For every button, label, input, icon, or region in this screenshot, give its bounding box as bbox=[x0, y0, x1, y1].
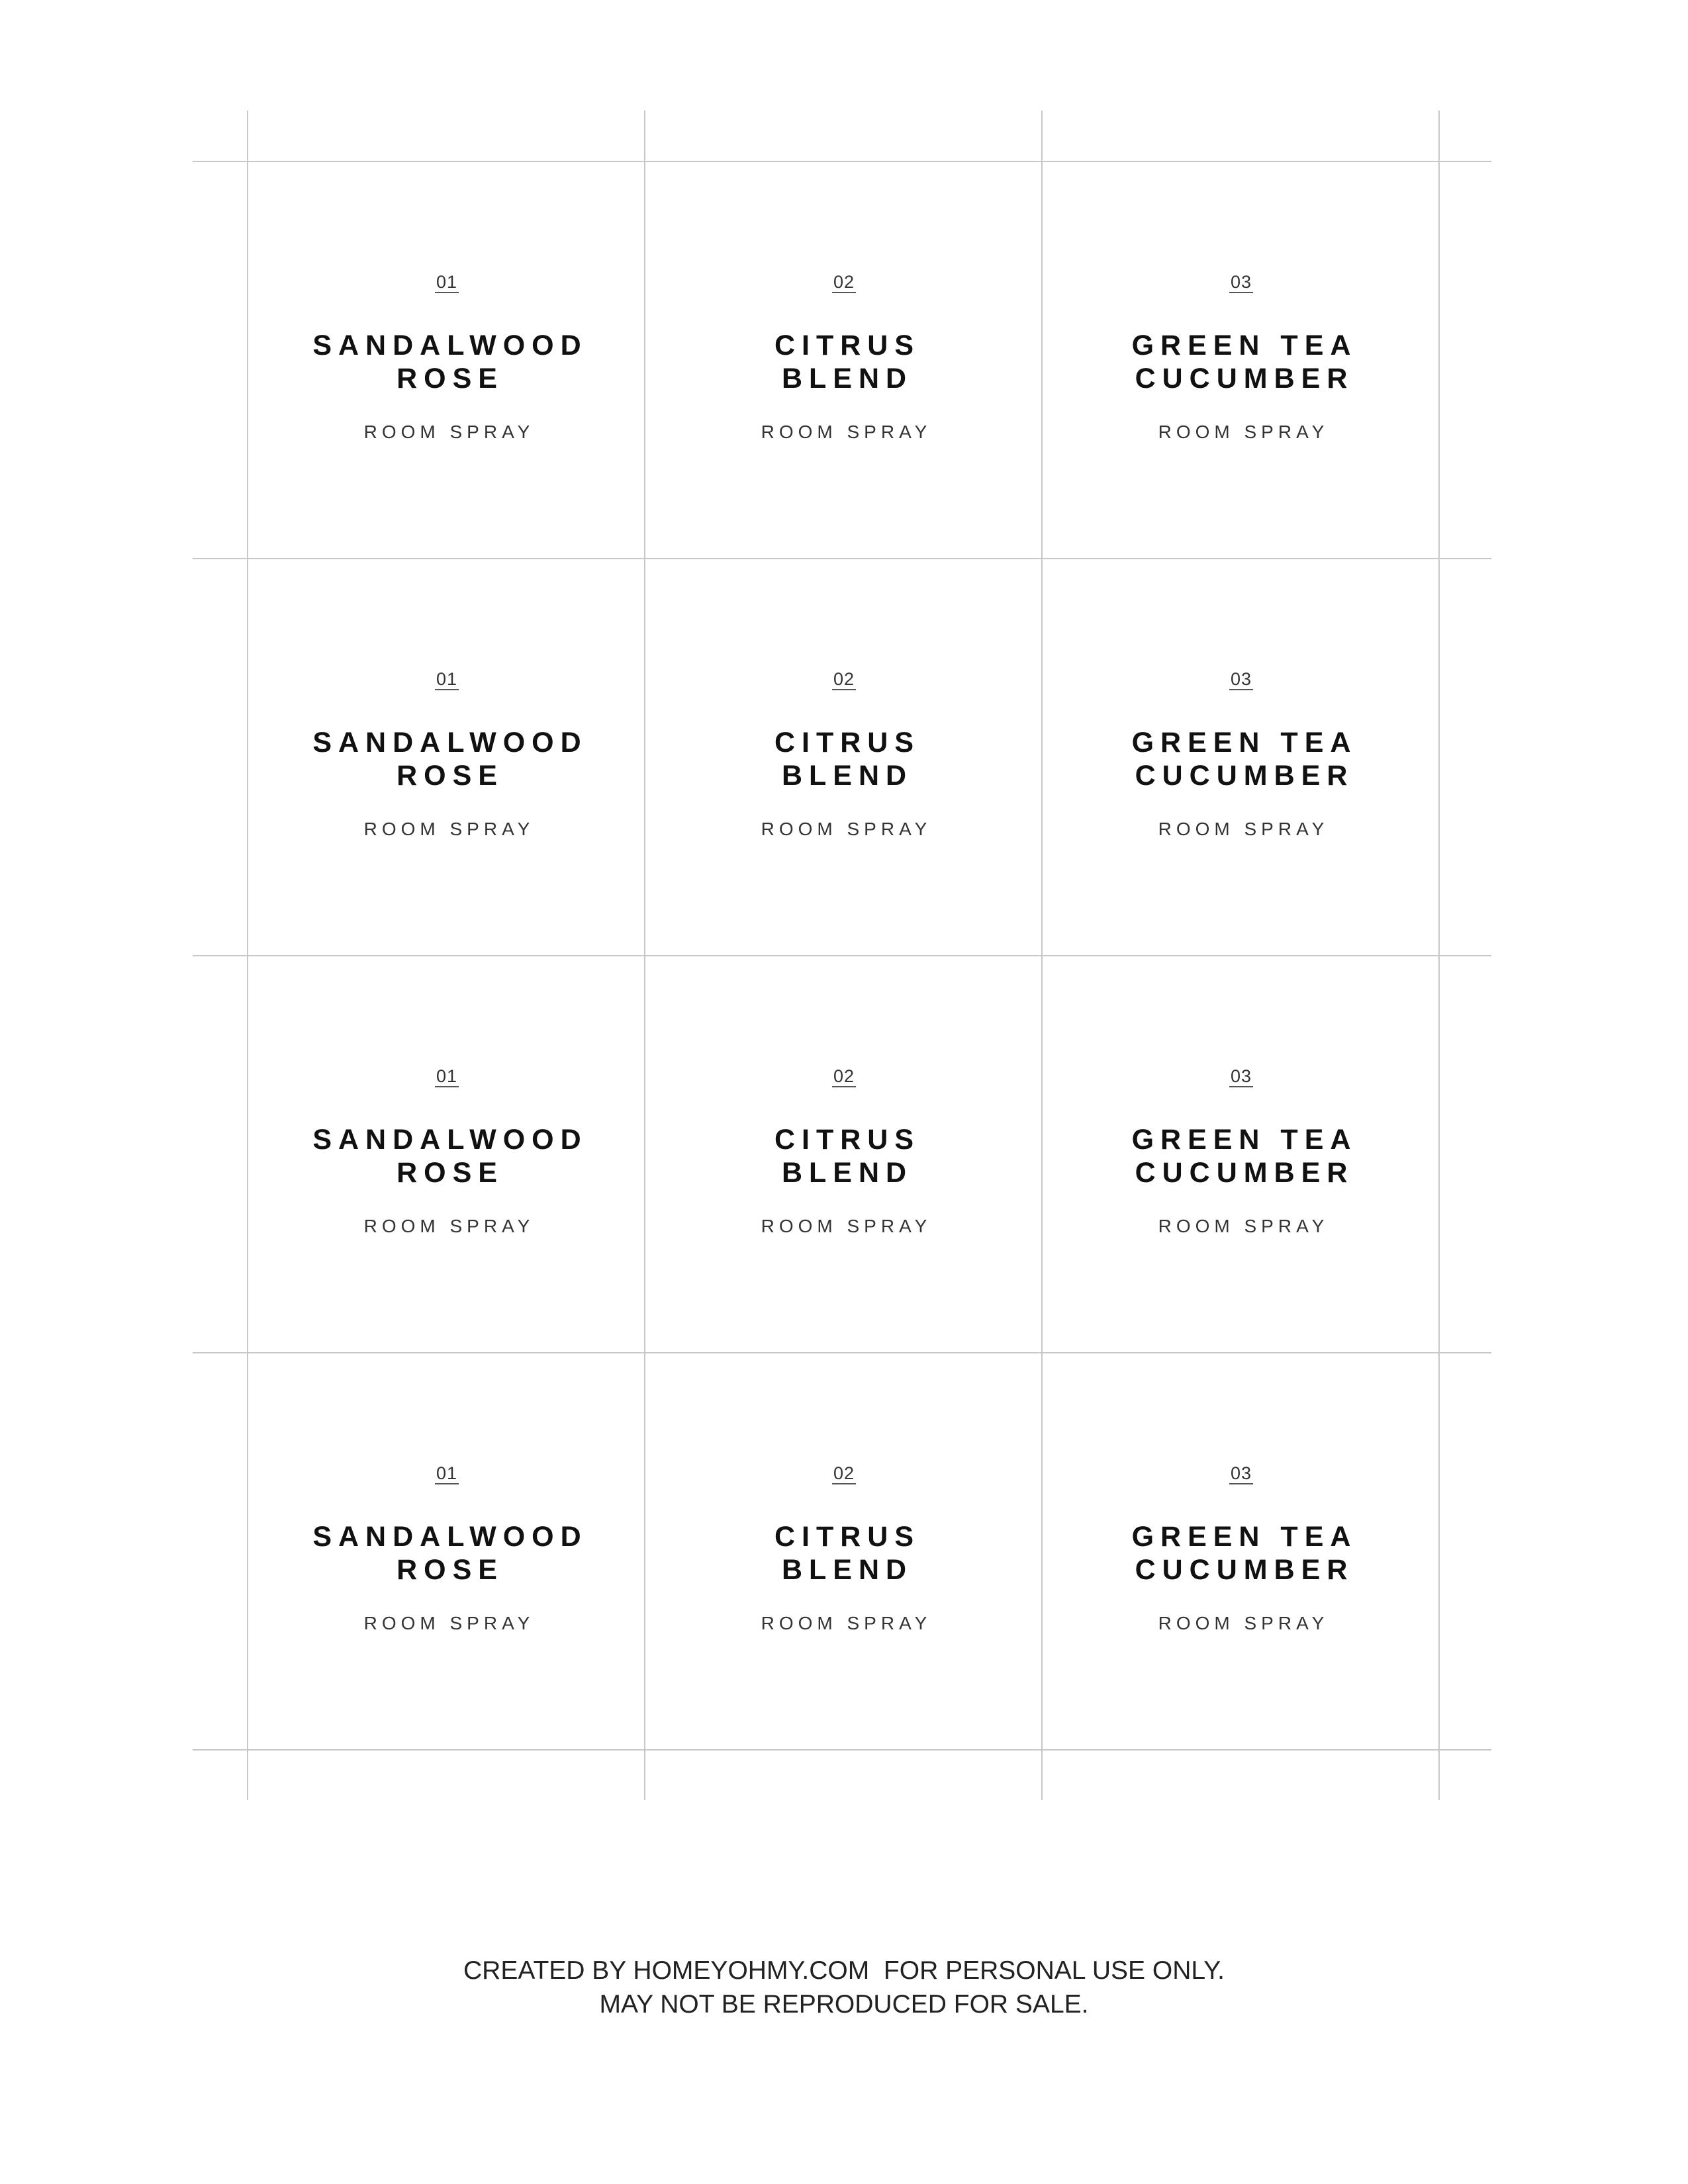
label-title bbox=[1043, 726, 1440, 792]
label-subtitle: ROOM SPRAY bbox=[761, 819, 932, 839]
label-green-tea-cucumber bbox=[1043, 956, 1440, 1353]
label-title-line2: ROSE bbox=[397, 1554, 504, 1586]
label-title-line2: BLEND bbox=[781, 1157, 914, 1189]
label-subtitle: ROOM SPRAY bbox=[363, 1613, 535, 1633]
label-number: 03 bbox=[1230, 1463, 1252, 1483]
label-citrus-blend bbox=[645, 1353, 1043, 1751]
label-title bbox=[248, 726, 645, 792]
label-number: 02 bbox=[833, 272, 855, 292]
label-title bbox=[1043, 1520, 1440, 1586]
label-title-line2: BLEND bbox=[781, 760, 914, 792]
label-title bbox=[248, 1123, 645, 1189]
label-subtitle: ROOM SPRAY bbox=[1158, 819, 1329, 839]
label-title-line2: BLEND bbox=[781, 363, 914, 394]
label-sandalwood-rose bbox=[248, 956, 645, 1353]
label-title bbox=[645, 1123, 1043, 1189]
footer-line1: CREATED BY HOMEYOHMY.COM FOR PERSONAL USE ONLY. bbox=[463, 1956, 1225, 1985]
label-sandalwood-rose bbox=[248, 162, 645, 559]
label-title-line1: CITRUS bbox=[774, 1521, 921, 1553]
label-title bbox=[645, 726, 1043, 792]
label-sandalwood-rose bbox=[248, 559, 645, 956]
label-subtitle: ROOM SPRAY bbox=[1158, 422, 1329, 442]
label-subtitle: ROOM SPRAY bbox=[761, 422, 932, 442]
label-title-line2: CUCUMBER bbox=[1135, 760, 1354, 792]
label-title-line2: ROSE bbox=[397, 363, 504, 394]
label-title-line1: SANDALWOOD bbox=[312, 727, 588, 758]
label-subtitle: ROOM SPRAY bbox=[761, 1216, 932, 1236]
label-title-line2: BLEND bbox=[781, 1554, 914, 1586]
label-number: 01 bbox=[436, 272, 458, 292]
label-title-line2: ROSE bbox=[397, 760, 504, 792]
label-number: 02 bbox=[833, 1463, 855, 1483]
label-title-line1: SANDALWOOD bbox=[312, 330, 588, 361]
label-title-line2: ROSE bbox=[397, 1157, 504, 1189]
label-title-line1: CITRUS bbox=[774, 727, 921, 758]
label-title-line2: CUCUMBER bbox=[1135, 1157, 1354, 1189]
label-subtitle: ROOM SPRAY bbox=[363, 819, 535, 839]
label-subtitle: ROOM SPRAY bbox=[363, 422, 535, 442]
label-number: 01 bbox=[436, 669, 458, 689]
label-title-line1: CITRUS bbox=[774, 1124, 921, 1156]
label-title bbox=[248, 1520, 645, 1586]
label-sandalwood-rose bbox=[248, 1353, 645, 1751]
label-title bbox=[248, 329, 645, 395]
label-title-line1: GREEN TEA bbox=[1131, 727, 1358, 758]
label-green-tea-cucumber bbox=[1043, 162, 1440, 559]
footer-line2: MAY NOT BE REPRODUCED FOR SALE. bbox=[599, 1990, 1089, 2019]
label-citrus-blend bbox=[645, 559, 1043, 956]
label-title-line1: GREEN TEA bbox=[1131, 330, 1358, 361]
label-number: 02 bbox=[833, 669, 855, 689]
label-title bbox=[645, 1520, 1043, 1586]
label-title bbox=[1043, 329, 1440, 395]
label-title-line1: SANDALWOOD bbox=[312, 1521, 588, 1553]
copyright-footer bbox=[0, 1954, 1688, 2021]
label-subtitle: ROOM SPRAY bbox=[1158, 1613, 1329, 1633]
label-number: 03 bbox=[1230, 272, 1252, 292]
label-green-tea-cucumber bbox=[1043, 1353, 1440, 1751]
label-title-line2: CUCUMBER bbox=[1135, 363, 1354, 394]
label-title-line1: GREEN TEA bbox=[1131, 1124, 1358, 1156]
label-title-line1: SANDALWOOD bbox=[312, 1124, 588, 1156]
label-title-line1: GREEN TEA bbox=[1131, 1521, 1358, 1553]
label-subtitle: ROOM SPRAY bbox=[761, 1613, 932, 1633]
label-citrus-blend bbox=[645, 162, 1043, 559]
label-number: 03 bbox=[1230, 669, 1252, 689]
label-number: 01 bbox=[436, 1463, 458, 1483]
label-citrus-blend bbox=[645, 956, 1043, 1353]
label-subtitle: ROOM SPRAY bbox=[363, 1216, 535, 1236]
label-green-tea-cucumber bbox=[1043, 559, 1440, 956]
label-title bbox=[1043, 1123, 1440, 1189]
label-title bbox=[645, 329, 1043, 395]
label-subtitle: ROOM SPRAY bbox=[1158, 1216, 1329, 1236]
label-title-line1: CITRUS bbox=[774, 330, 921, 361]
label-title-line2: CUCUMBER bbox=[1135, 1554, 1354, 1586]
label-number: 02 bbox=[833, 1066, 855, 1086]
label-number: 01 bbox=[436, 1066, 458, 1086]
label-number: 03 bbox=[1230, 1066, 1252, 1086]
